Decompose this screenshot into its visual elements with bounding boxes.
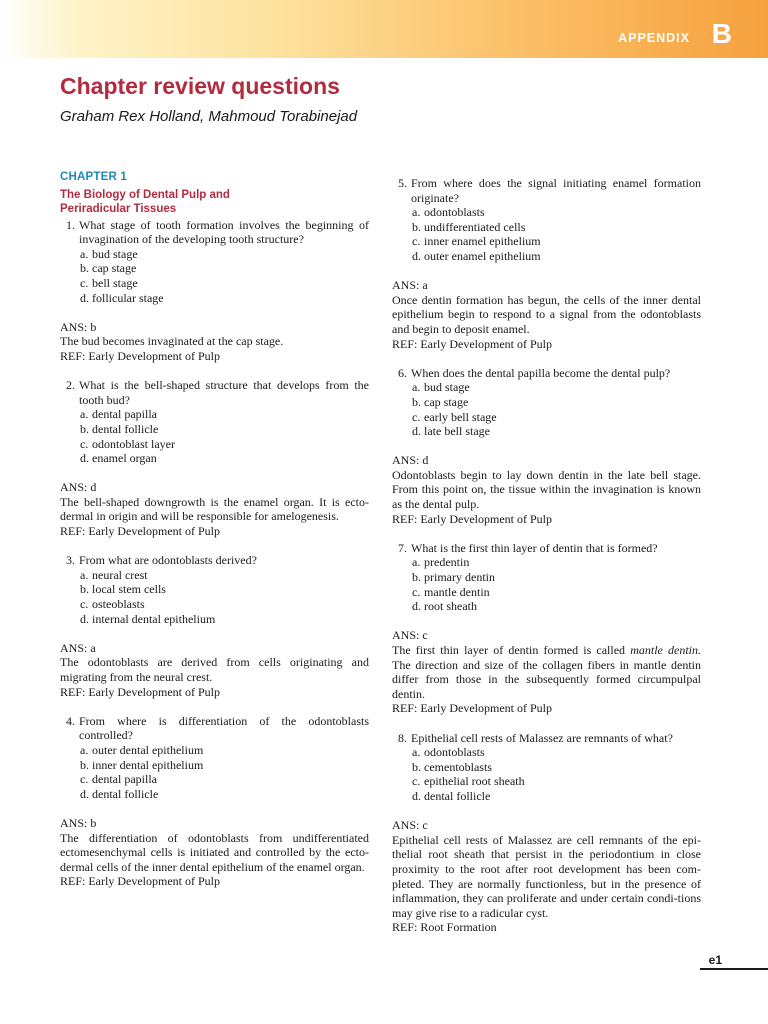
option-letter: d. — [412, 788, 421, 803]
option-text: inner enamel epithelium — [424, 234, 541, 249]
page-number: e1 — [708, 953, 722, 967]
question — [392, 366, 701, 381]
question-text: What stage of tooth formation involves the beginning of invagination of the developing tooth structure? — [79, 217, 369, 247]
option-letter: c. — [80, 597, 89, 612]
answer-key: ANS: b — [60, 319, 97, 334]
option-letter: a. — [80, 567, 89, 582]
option — [80, 407, 369, 422]
question-number: 7. — [398, 540, 407, 555]
right-column — [392, 176, 701, 935]
question-list — [60, 218, 369, 889]
option — [412, 205, 701, 220]
answer-key: ANS: a — [392, 278, 428, 293]
option-text: inner dental epithelium — [92, 757, 204, 772]
option-text: mantle dentin — [424, 584, 490, 599]
option-letter: b. — [412, 394, 421, 409]
option-list — [60, 407, 369, 465]
option-letter: d. — [412, 599, 421, 614]
answer — [392, 278, 701, 351]
option-text: enamel organ — [92, 451, 157, 466]
option-letter: a. — [412, 380, 421, 395]
answer-reference: REF: Early Development of Pulp — [392, 336, 552, 351]
question-block — [60, 553, 369, 699]
option — [412, 585, 701, 600]
question — [60, 378, 369, 407]
appendix-letter: B — [711, 18, 732, 49]
question-text: From where does the signal initiating enamel formation originate? — [411, 176, 701, 205]
option-text: local stem cells — [92, 582, 166, 597]
question — [60, 218, 369, 247]
option-list — [60, 568, 369, 626]
page-title: Chapter review questions — [60, 73, 340, 99]
chapter-heading-line: Periradicular Tissues — [60, 203, 177, 216]
option-letter: c. — [80, 275, 89, 290]
option — [412, 424, 701, 439]
option-letter: b. — [80, 582, 89, 597]
left-column — [60, 170, 369, 889]
option-letter: c. — [80, 772, 89, 787]
option-text: dental follicle — [92, 786, 159, 801]
option-letter: a. — [412, 205, 421, 220]
option — [80, 437, 369, 452]
option-list — [60, 743, 369, 801]
option-text: cementoblasts — [424, 759, 492, 774]
answer — [60, 480, 369, 538]
option-text: undifferentiated cells — [424, 219, 526, 234]
option-text: root sheath — [424, 599, 477, 614]
question-text: What is the first thin layer of dentin that is formed? — [411, 540, 658, 555]
option-letter: a. — [80, 407, 89, 422]
option-text: odontoblasts — [424, 205, 485, 220]
answer — [392, 818, 701, 935]
option — [80, 597, 369, 612]
option-letter: b. — [80, 421, 89, 436]
option-text: odontoblast layer — [92, 436, 175, 451]
option — [80, 612, 369, 627]
option — [80, 276, 369, 291]
option-letter: b. — [412, 759, 421, 774]
answer-reference: REF: Early Development of Pulp — [60, 874, 220, 889]
option-letter: d. — [80, 611, 89, 626]
question-text: Epithelial cell rests of Malassez are remnants of what? — [411, 730, 673, 745]
question — [60, 553, 369, 568]
option — [412, 234, 701, 249]
question-number: 5. — [398, 176, 407, 190]
option-text: internal dental epithelium — [92, 611, 216, 626]
answer-explanation: The bud becomes invaginated at the cap stage. — [60, 334, 284, 349]
answer-key: ANS: b — [60, 815, 97, 830]
option-letter: a. — [80, 246, 89, 261]
option-list — [392, 205, 701, 263]
answer-reference: REF: Root Formation — [392, 920, 497, 935]
option-text: outer enamel epithelium — [424, 248, 541, 263]
option-text: bud stage — [92, 246, 138, 261]
question-text: What is the bell-shaped structure that develops from the tooth bud? — [79, 378, 369, 407]
answer-explanation: The first thin layer of dentin formed is called mantle dentin. The direction and size of the collagen fibers in mantle dentin differ from those in the subsequently formed circumpulpal dentin. — [392, 643, 701, 701]
answer-explanation: The differentiation of odontoblasts from undifferentiated ectomesenchymal cells is initiated and controlled by the ecto-dermal cells of the inner dental epithelium of the enamel organ. — [60, 830, 369, 874]
option-letter: b. — [412, 570, 421, 585]
answer-key: ANS: c — [392, 628, 428, 643]
option — [80, 743, 369, 758]
answer-key: ANS: d — [60, 480, 97, 495]
option-letter: a. — [412, 745, 421, 760]
answer-reference: REF: Early Development of Pulp — [60, 524, 220, 539]
option-letter: d. — [80, 786, 89, 801]
answer-reference: REF: Early Development of Pulp — [60, 348, 220, 363]
question-block — [392, 731, 701, 935]
answer-reference: REF: Early Development of Pulp — [392, 701, 552, 716]
answer-explanation: The odontoblasts are derived from cells originating and migrating from the neural crest. — [60, 655, 369, 684]
option-text: osteoblasts — [92, 597, 145, 612]
option-text: neural crest — [92, 567, 148, 582]
question-block — [392, 366, 701, 527]
option-list — [392, 745, 701, 803]
option-letter: d. — [80, 290, 89, 305]
option-letter: c. — [80, 436, 89, 451]
option — [412, 599, 701, 614]
option — [80, 261, 369, 276]
answer-explanation: Epithelial cell rests of Malassez are cell remnants of the epi-thelial root sheath that persist in the periodontium in close proximity to the root after root development has been com-pleted. They are normally functionless, but in the presence of inflammation, they can proliferate and under certain condi-tions may give rise to a radicular cyst. — [392, 832, 701, 920]
question-number: 4. — [66, 713, 75, 728]
authors: Graham Rex Holland, Mahmoud Torabinejad — [60, 108, 358, 125]
option — [80, 291, 369, 306]
question — [60, 714, 369, 743]
option-list — [392, 380, 701, 438]
answer — [60, 816, 369, 889]
option-text: cap stage — [424, 394, 469, 409]
option-list — [392, 555, 701, 613]
option — [412, 789, 701, 804]
option-letter: c. — [412, 409, 421, 424]
option-text: epithelial root sheath — [424, 774, 525, 789]
option — [412, 760, 701, 775]
option-text: dental papilla — [92, 772, 157, 787]
option-text: outer dental epithelium — [92, 742, 204, 757]
question — [392, 731, 701, 746]
answer-reference: REF: Early Development of Pulp — [392, 511, 552, 526]
option — [412, 395, 701, 410]
question — [392, 541, 701, 556]
answer — [392, 453, 701, 526]
option-text: bell stage — [92, 275, 138, 290]
answer — [60, 641, 369, 699]
question-block — [60, 378, 369, 539]
option-letter: a. — [80, 742, 89, 757]
question-number: 6. — [398, 365, 407, 380]
option-letter: d. — [412, 424, 421, 439]
option-text: dental papilla — [92, 407, 157, 422]
emphasized-term: mantle dentin. — [630, 643, 701, 657]
option — [80, 247, 369, 262]
question-list — [392, 176, 701, 935]
question-text: From where is differentiation of the odontoblasts controlled? — [79, 713, 369, 743]
option — [80, 422, 369, 437]
option-text: follicular stage — [92, 290, 164, 305]
question — [392, 176, 701, 205]
question-block — [60, 714, 369, 889]
question-number: 1. — [66, 217, 75, 232]
option — [80, 568, 369, 583]
option — [412, 570, 701, 585]
option-letter: b. — [412, 219, 421, 234]
footer-rule — [700, 968, 768, 970]
question-number: 3. — [66, 553, 75, 568]
option — [80, 451, 369, 466]
option-letter: c. — [412, 584, 421, 599]
option-text: dental follicle — [92, 421, 159, 436]
option-letter: a. — [412, 555, 421, 570]
answer-explanation: The bell-shaped downgrowth is the enamel organ. It is ecto-dermal in origin and will be responsible for amelogenesis. — [60, 494, 369, 524]
option — [412, 380, 701, 395]
option-text: bud stage — [424, 380, 470, 395]
option-letter: b. — [80, 757, 89, 772]
option — [412, 410, 701, 425]
option — [412, 220, 701, 235]
question-number: 2. — [66, 378, 75, 393]
option — [80, 787, 369, 802]
option — [412, 774, 701, 789]
option-text: predentin — [424, 555, 470, 570]
chapter-heading-line: The Biology of Dental Pulp and — [60, 188, 230, 201]
question-number: 8. — [398, 730, 407, 745]
answer-key: ANS: a — [60, 640, 96, 655]
option-text: cap stage — [92, 261, 137, 276]
option-text: primary dentin — [424, 570, 495, 585]
appendix-label: APPENDIX — [618, 31, 690, 45]
option-letter: b. — [80, 261, 89, 276]
chapter-heading — [60, 188, 369, 217]
option-list — [60, 247, 369, 305]
question-block — [60, 218, 369, 364]
option-text: early bell stage — [424, 409, 497, 424]
option — [412, 249, 701, 264]
answer-explanation: Odontoblasts begin to lay down dentin in the late bell stage. From this point on, the tissue within the invagination is known as the dental pulp. — [392, 467, 701, 512]
question-block — [392, 176, 701, 351]
option-letter: c. — [412, 774, 421, 789]
answer — [392, 628, 701, 716]
option — [80, 772, 369, 787]
question-text: When does the dental papilla become the dental pulp? — [411, 365, 671, 380]
option-letter: d. — [80, 451, 89, 466]
option-text: late bell stage — [424, 424, 490, 439]
option — [80, 758, 369, 773]
option — [412, 555, 701, 570]
option-text: dental follicle — [424, 788, 491, 803]
header-banner — [0, 0, 768, 58]
answer — [60, 320, 369, 364]
option-letter: c. — [412, 234, 421, 249]
answer-reference: REF: Early Development of Pulp — [60, 684, 220, 699]
option-text: odontoblasts — [424, 745, 485, 760]
option — [412, 745, 701, 760]
answer-key: ANS: d — [392, 453, 429, 468]
option — [80, 582, 369, 597]
answer-explanation: Once dentin formation has begun, the cells of the inner dental epithelium begin to respond to a signal from the odontoblasts and begin to deposit enamel. — [392, 292, 701, 336]
option-letter: d. — [412, 248, 421, 263]
question-text: From what are odontoblasts derived? — [79, 553, 257, 568]
chapter-label: CHAPTER 1 — [60, 171, 127, 183]
answer-key: ANS: c — [392, 818, 428, 833]
question-block — [392, 541, 701, 716]
